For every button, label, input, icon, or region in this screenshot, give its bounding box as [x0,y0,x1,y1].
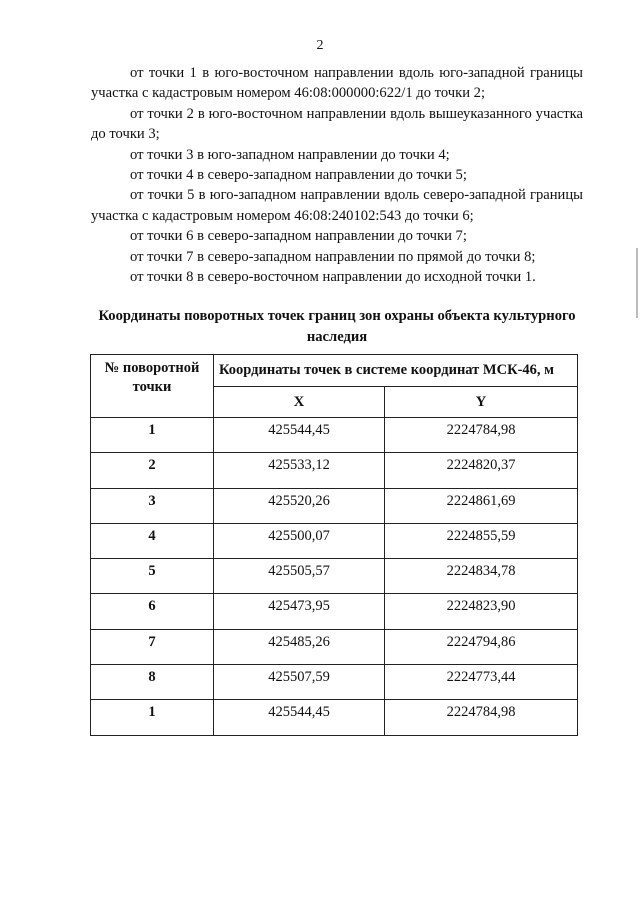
cell-y: 2224855,59 [385,523,578,558]
cell-point: 7 [91,629,214,664]
paragraph: от точки 5 в юго-западном направлении вдоль северо-западной границы участка с кадастровым номером 46:08:240102:543 до точки 6; [91,187,583,224]
table-row [91,418,578,453]
cell-y: 2224784,98 [385,700,578,735]
cell-x: 425520,26 [214,488,385,523]
header-x: X [214,387,385,418]
cell-y: 2224861,69 [385,488,578,523]
table-row [91,523,578,558]
header-y: Y [385,387,578,418]
cell-point: 2 [91,453,214,488]
table-row [91,453,578,488]
paragraph: от точки 6 в северо-западном направлении до точки 7; [130,228,467,245]
cell-point: 4 [91,523,214,558]
cell-y: 2224794,86 [385,629,578,664]
paragraph: от точки 3 в юго-западном направлении до точки 4; [130,146,450,163]
cell-point: 3 [91,488,214,523]
cell-point: 8 [91,665,214,700]
cell-x: 425507,59 [214,665,385,700]
cell-x: 425505,57 [214,559,385,594]
cell-point: 5 [91,559,214,594]
table-row [91,594,578,629]
table-row [91,629,578,664]
paragraph: от точки 8 в северо-восточном направлении до исходной точки 1. [130,269,536,286]
cell-x: 425544,45 [214,700,385,735]
table-title: Координаты поворотных точек границ зон охраны объекта культурного наследия [98,308,576,345]
cell-y: 2224823,90 [385,594,578,629]
cell-point: 6 [91,594,214,629]
cell-x: 425500,07 [214,523,385,558]
cell-y: 2224773,44 [385,665,578,700]
table-row [91,700,578,735]
scan-margin-mark [636,248,638,318]
cell-point: 1 [91,700,214,735]
table-row [91,488,578,523]
paragraph: от точки 1 в юго-восточном направлении вдоль юго-западной границы участка с кадастровым номером 46:08:000000:622/1 до точки 2; [91,65,583,102]
body-text [91,63,583,287]
cell-y: 2224784,98 [385,418,578,453]
page-number: 2 [316,38,324,53]
cell-x: 425544,45 [214,418,385,453]
table-row [91,559,578,594]
paragraph: от точки 2 в юго-восточном направлении вдоль вышеуказанного участка до точки 3; [91,105,583,143]
table-row [91,665,578,700]
cell-point: 1 [91,418,214,453]
cell-y: 2224820,37 [385,453,578,488]
paragraph: от точки 7 в северо-западном направлении по прямой до точки 8; [130,248,536,265]
header-point-number: № поворотной точки [91,355,214,418]
coordinates-table [90,354,578,736]
cell-x: 425485,26 [214,629,385,664]
cell-y: 2224834,78 [385,559,578,594]
cell-x: 425533,12 [214,453,385,488]
paragraph: от точки 4 в северо-западном направлении до точки 5; [130,167,467,184]
cell-x: 425473,95 [214,594,385,629]
header-coordinate-system: Координаты точек в системе координат МСК-46, м [214,355,578,387]
